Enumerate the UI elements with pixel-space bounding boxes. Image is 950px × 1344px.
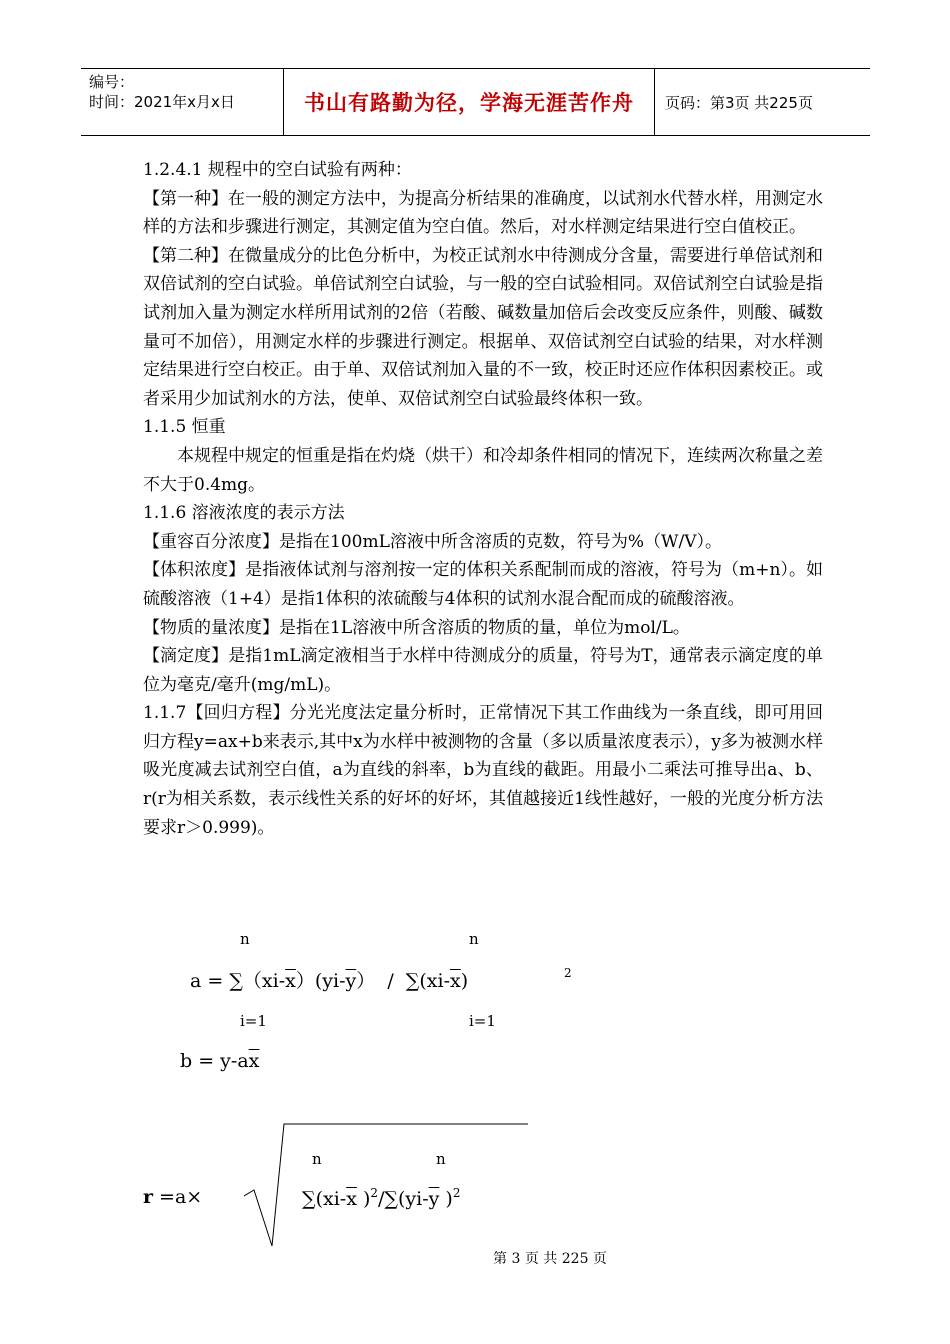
paragraph-regression: 1.1.7【回归方程】分光光度法定量分析时，正常情况下其工作曲线为一条直线，即可用回归方程y=ax+b来表示,其中x为水样中被测物的含量（多以质量浓度表示），y多为被测水样吸光度减去试剂空白值，a为直线的斜率，b为直线的截距。用最小二乘法可推导出a、b、r(r为相关系数，表示线性关系的好坏的好坏，其值越接近1线性越好，一般的光度分析方法要求r＞0.999)。	[143, 703, 823, 838]
header-motto: 书山有路勤为径，学海无涯苦作舟	[284, 69, 655, 135]
section-heading-constant-weight: 1.1.5 恒重	[143, 417, 226, 438]
x-mean: $\overline{x}$	[285, 970, 296, 992]
section-heading-concentration: 1.1.6 溶液浓度的表示方法	[143, 503, 345, 524]
header-meta	[81, 69, 284, 135]
page-header	[81, 68, 870, 136]
square-root-sign	[244, 1122, 534, 1248]
x-mean: $\overline{x}$	[346, 1188, 357, 1210]
paragraph-blank-test-heading: 1.2.4.1 规程中的空白试验有两种：	[143, 160, 412, 180]
paragraph-volume-concentration: 【体积浓度】是指液体试剂与溶剂按一定的体积关系配制而成的溶液，符号为（m+n）。如硫酸溶液（1+4）是指1体积的浓硫酸与4体积的试剂水混合配而成的硫酸溶液。	[143, 560, 823, 609]
sum-symbol: ∑	[405, 970, 420, 992]
y-mean: $\overline{y}$	[428, 1188, 440, 1210]
exponent: 2	[370, 1186, 379, 1200]
document-body	[143, 156, 823, 842]
formula-r-radicand: $\sum(xi-\overline{x}$ )$^2/\sum(yi-\overline{y}$ )$^2$	[302, 1186, 461, 1210]
sum-lower-limit: i=1	[240, 1012, 267, 1030]
formula-a-expression: $a = \sum(xi-\overline{x})(yi-\overline{y}) / \sum(xi-\overline{x})$	[190, 970, 469, 992]
paragraph-titer: 【滴定度】是指1mL滴定液相当于水样中待测成分的质量，符号为T，通常表示滴定度的单位为毫克/毫升(mg/mL)。	[143, 646, 823, 695]
header-page-label: 页码：第3页 共225页	[665, 93, 813, 112]
sum-upper-limit: n	[436, 1150, 446, 1168]
document-number-label: 编号：	[89, 73, 135, 91]
document-time-label: 时间：2021年x月x日	[89, 93, 235, 111]
formula-b: $b = y-a\overline{x}$	[180, 1050, 260, 1072]
sum-upper-limit: n	[240, 930, 250, 948]
x-mean: $\overline{x}$	[450, 970, 461, 992]
sum-symbol: ∑	[384, 1188, 398, 1210]
sum-symbol: ∑	[302, 1188, 316, 1210]
sum-lower-limit: i=1	[469, 1012, 496, 1030]
sum-upper-limit: n	[312, 1150, 322, 1168]
paragraph-second-kind: 【第二种】在微量成分的比色分析中，为校正试剂水中待测成分含量，需要进行单倍试剂和双倍试剂的空白试验。单倍试剂空白试验，与一般的空白试验相同。双倍试剂空白试验是指试剂加入量为测定水样所用试剂的2倍（若酸、碱数量加倍后会改变反应条件，则酸、碱数量可不加倍），用测定水样的步骤进行测定。根据单、双倍试剂空白试验的结果，对水样测定结果进行空白校正。由于单、双倍试剂加入量的不一致，校正时还应作体积因素校正。或者采用少加试剂水的方法，使单、双倍试剂空白试验最终体积一致。	[143, 245, 823, 409]
paragraph-weight-volume-percent: 【重容百分浓度】是指在100mL溶液中所含溶质的克数，符号为%（W/V）。	[143, 531, 722, 552]
formula-r-lhs: r =a×	[143, 1186, 203, 1208]
sum-symbol: ∑	[229, 970, 243, 992]
exponent: 2	[452, 1186, 461, 1200]
exponent: 2	[564, 966, 572, 980]
x-mean: $\overline{x}$	[248, 1050, 260, 1072]
paragraph-constant-weight: 本规程中规定的恒重是指在灼烧（烘干）和冷却条件相同的情况下，连续两次称量之差不大于0.4mg。	[143, 445, 823, 495]
sum-upper-limit: n	[469, 930, 479, 948]
y-mean: $\overline{y}$	[345, 970, 357, 992]
page-footer: 第 3 页 共 225 页	[493, 1251, 607, 1267]
paragraph-first-kind: 【第一种】在一般的测定方法中，为提高分析结果的准确度，以试剂水代替水样，用测定水样的方法和步骤进行测定，其测定值为空白值。然后，对水样测定结果进行空白值校正。	[143, 188, 823, 238]
paragraph-molar-concentration: 【物质的量浓度】是指在1L溶液中所含溶质的物质的量，单位为mol/L。	[143, 617, 690, 638]
